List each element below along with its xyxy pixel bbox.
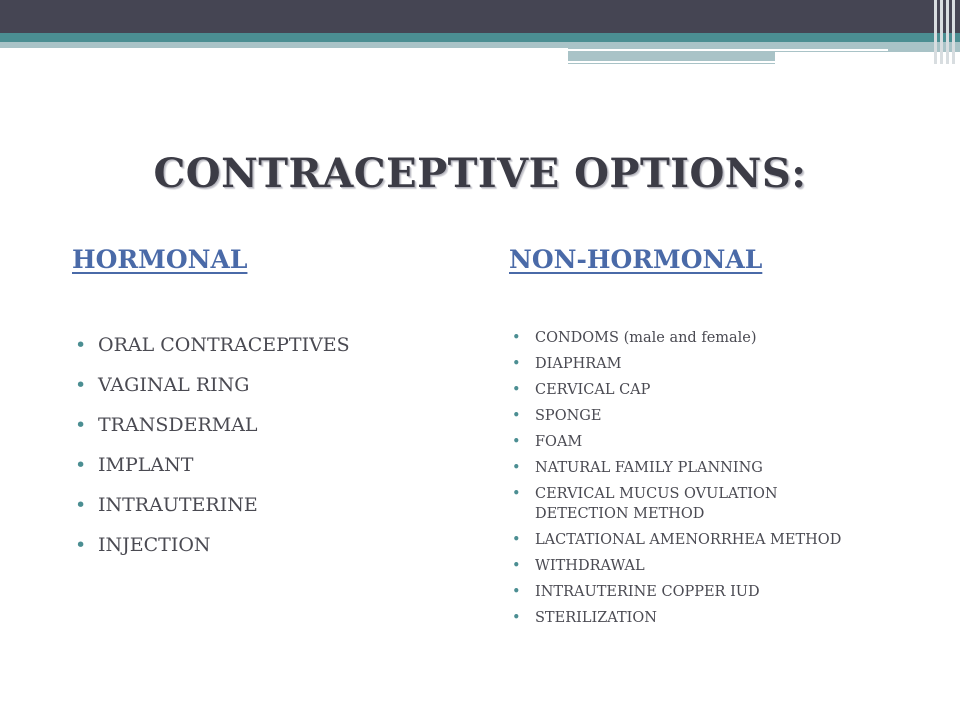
list-item: • STERILIZATION — [512, 608, 932, 628]
hormonal-list — [75, 332, 350, 572]
list-item: • SPONGE — [512, 406, 932, 426]
list-item: • NATURAL FAMILY PLANNING — [512, 458, 932, 478]
list-item: • FOAM — [512, 432, 932, 452]
corner-stripes — [930, 0, 960, 64]
hormonal-heading: HORMONAL — [72, 245, 248, 274]
list-item: • VAGINAL RING — [75, 372, 350, 412]
list-item: • DIAPHRAM — [512, 354, 932, 374]
list-item: • TRANSDERMAL — [75, 412, 350, 452]
list-item: • INJECTION — [75, 532, 350, 572]
header-band-light — [0, 42, 568, 48]
header-band-dark — [0, 0, 960, 33]
list-item: • INTRAUTERINE COPPER IUD — [512, 582, 932, 602]
non-hormonal-heading: NON-HORMONAL — [509, 245, 763, 274]
list-item: • INTRAUTERINE — [75, 492, 350, 532]
list-item: • LACTATIONAL AMENORRHEA METHOD — [512, 530, 932, 550]
header-divider-line — [568, 61, 775, 63]
list-item: • CONDOMS (male and female) — [512, 328, 932, 348]
list-item: • WITHDRAWAL — [512, 556, 932, 576]
header-divider-line — [568, 49, 888, 51]
slide-title: CONTRACEPTIVE OPTIONS: — [153, 150, 807, 197]
list-item: • CERVICAL CAP — [512, 380, 932, 400]
list-item: • ORAL CONTRACEPTIVES — [75, 332, 350, 372]
list-item: • CERVICAL MUCUS OVULATION DETECTION METHOD — [512, 484, 835, 524]
header-band-teal — [0, 33, 960, 42]
list-item: • IMPLANT — [75, 452, 350, 492]
non-hormonal-list — [512, 328, 932, 634]
